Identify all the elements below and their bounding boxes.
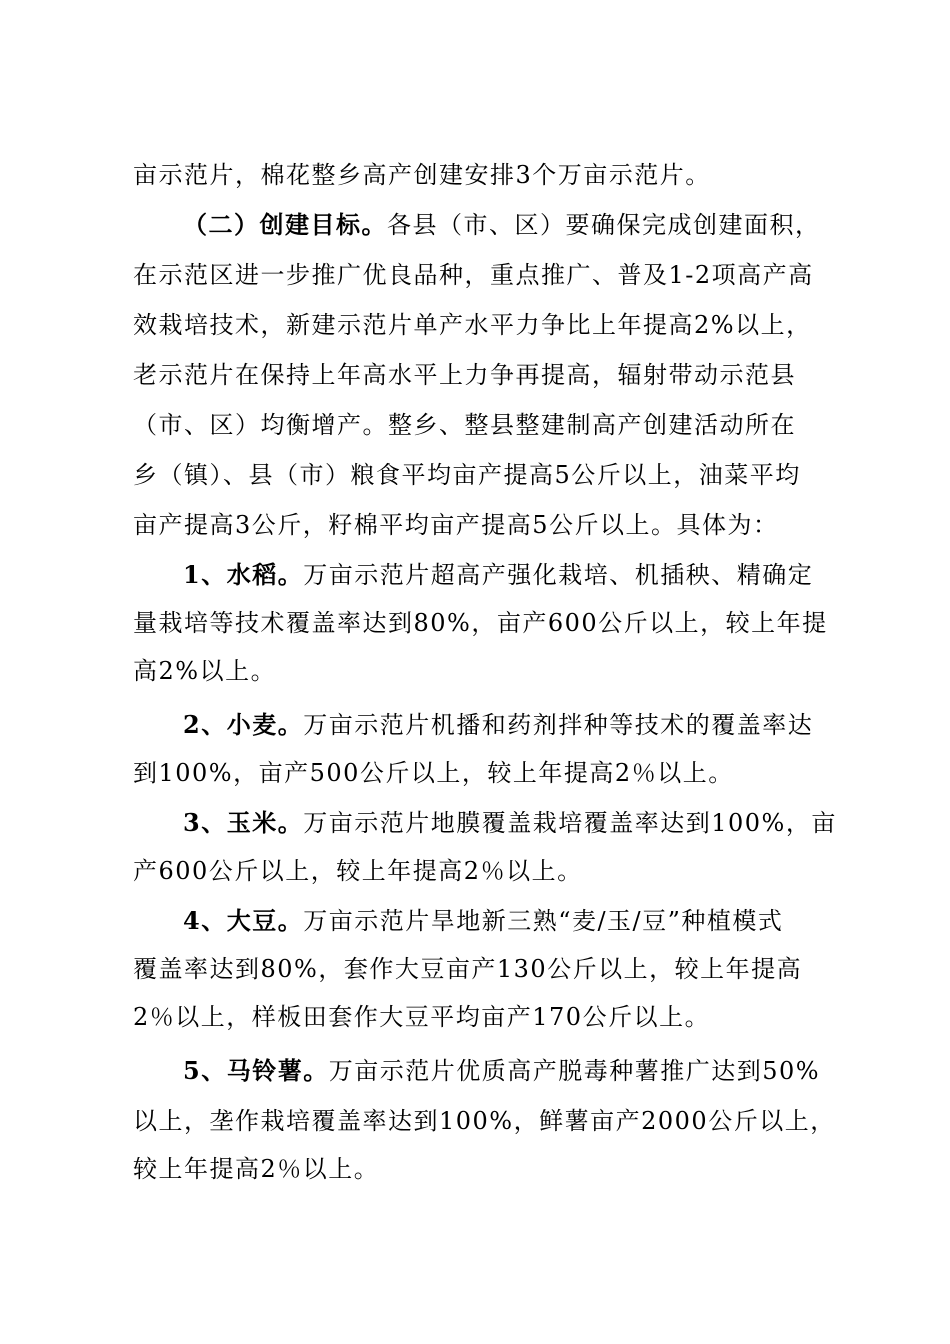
item-heading-line: 3、玉米。万亩示范片地膜覆盖栽培覆盖率达到100%，亩 [183,808,837,837]
item-heading-line: 5、马铃薯。万亩示范片优质高产脱毒种薯推广达到50% [183,1056,821,1085]
text-line: 产600公斤以上，较上年提高2％以上。 [133,857,583,885]
text-line: 到100%，亩产500公斤以上，较上年提高2％以上。 [133,759,734,787]
text-line: 覆盖率达到80%，套作大豆亩产130公斤以上，较上年提高 [133,955,803,983]
item-heading: 5、马铃薯。 [183,1056,329,1085]
item-heading: 2、小麦。 [183,710,304,739]
item-heading-line: 2、小麦。万亩示范片机播和药剂拌种等技术的覆盖率达 [183,710,814,739]
text-line: 亩产提高3公斤，籽棉平均亩产提高5公斤以上。具体为： [133,511,779,539]
text-line: 高2%以上。 [133,657,277,685]
item-heading-line: 4、大豆。万亩示范片旱地新三熟“麦/玉/豆”种植模式 [183,906,784,935]
text-line: 效栽培技术，新建示范片单产水平力争比上年提高2%以上， [133,311,812,339]
section-heading-line: （二）创建目标。各县（市、区）要确保完成创建面积， [183,210,821,239]
item-heading: 1、水稻。 [183,560,304,589]
text-line: 乡（镇）、县（市）粮食平均亩产提高5公斤以上，油菜平均 [133,461,801,489]
text-line: 量栽培等技术覆盖率达到80%，亩产600公斤以上，较上年提 [133,609,828,637]
text-line: 2％以上，样板田套作大豆平均亩产170公斤以上。 [133,1003,711,1031]
item-heading-line: 1、水稻。万亩示范片超高产强化栽培、机插秧、精确定 [183,560,814,589]
text-line: 在示范区进一步推广优良品种，重点推广、普及1-2项高产高 [133,261,814,289]
text-line: 亩示范片，棉花整乡高产创建安排3个万亩示范片。 [133,161,711,189]
section-heading: （二）创建目标。 [183,210,387,239]
text-line: 较上年提高2％以上。 [133,1155,380,1183]
item-heading: 4、大豆。 [183,906,304,935]
text-line: 老示范片在保持上年高水平上力争再提高，辐射带动示范县 [133,361,796,389]
text-line: （市、区）均衡增产。整乡、整县整建制高产创建活动所在 [133,411,796,439]
text-line: 以上，垄作栽培覆盖率达到100%，鲜薯亩产2000公斤以上， [133,1107,836,1135]
item-heading: 3、玉米。 [183,808,304,837]
